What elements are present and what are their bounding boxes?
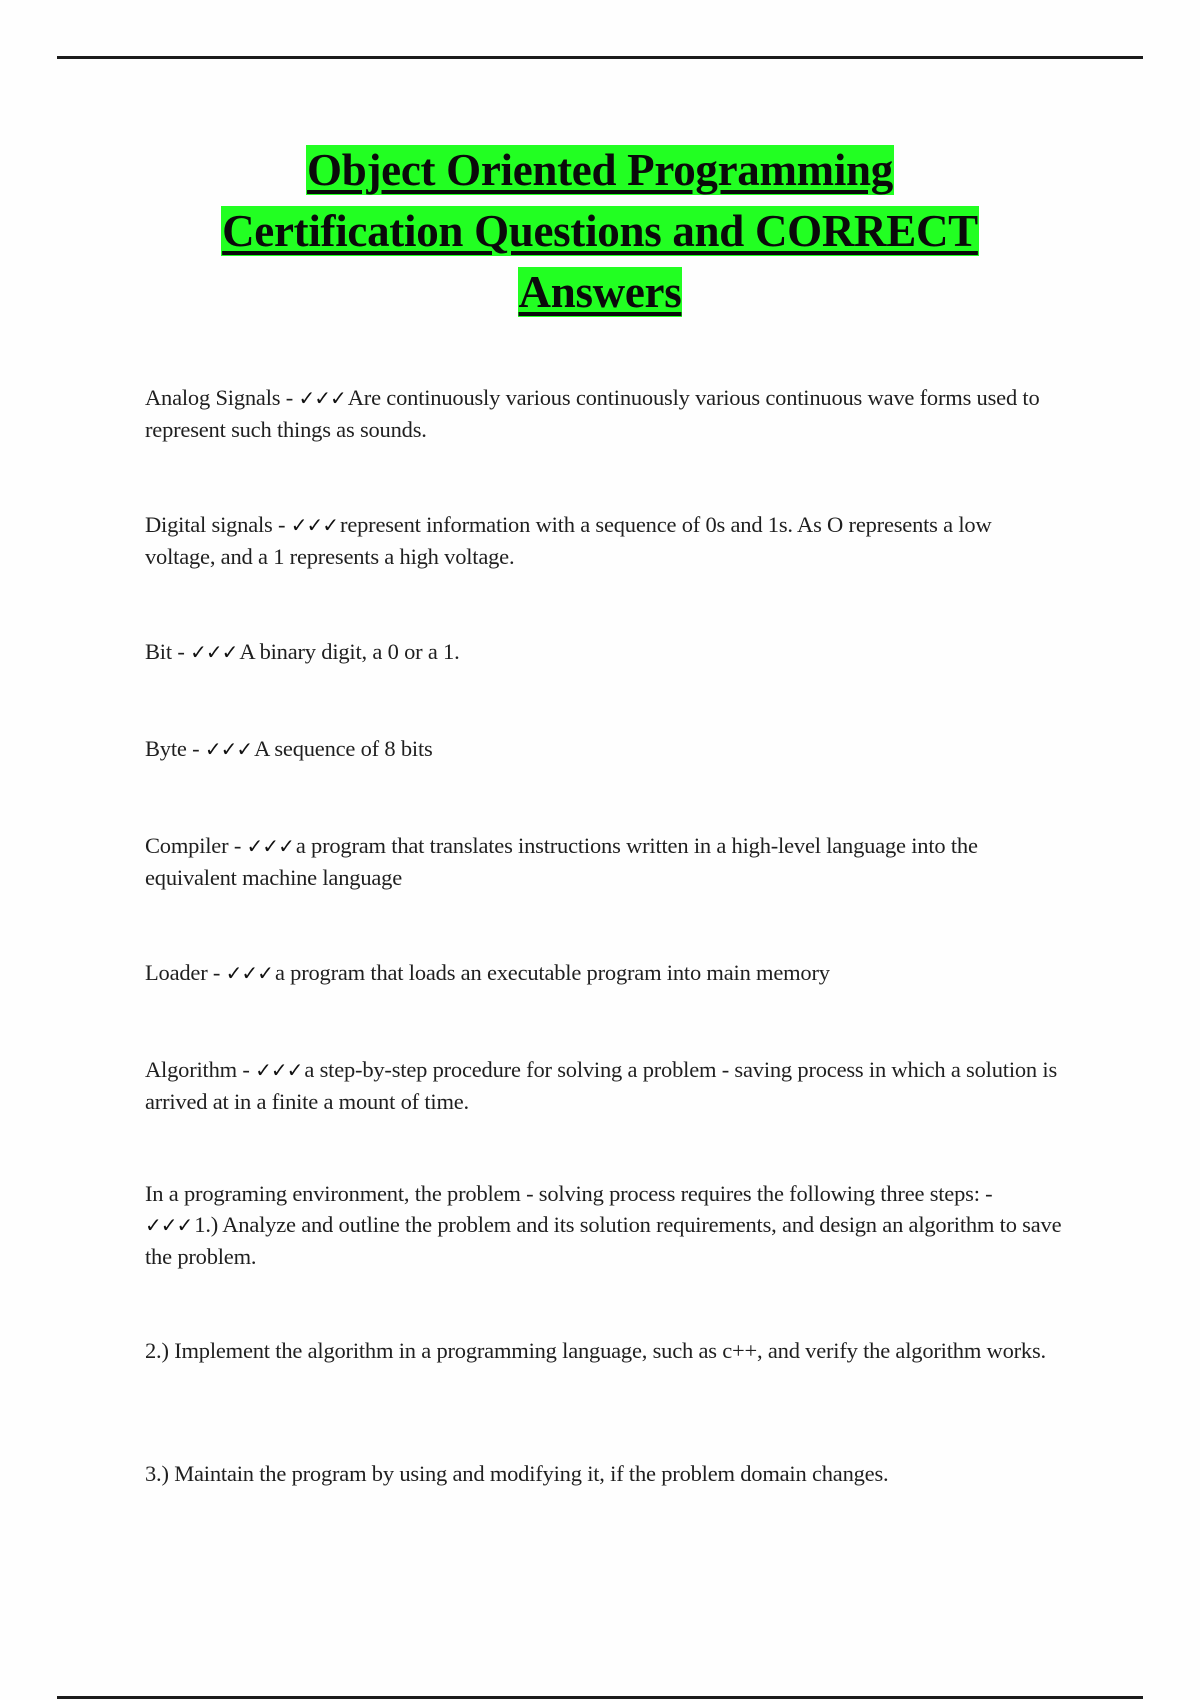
entry-answer: A binary digit, a 0 or a 1. <box>239 639 460 664</box>
entry-term: In a programing environment, the problem - solving process requires the following three steps: - <box>145 1181 993 1206</box>
entry-term: Analog Signals - <box>145 385 299 410</box>
entry-term: Bit - <box>145 639 191 664</box>
entry-answer: a program that loads an executable program into main memory <box>274 960 830 985</box>
entry-answer: represent information with a sequence of 0s and 1s. As O represents a low voltage, and a 1 represents a high voltage. <box>145 512 992 569</box>
entry-answer: Are continuously various continuously various continuous wave forms used to represent such things as sounds. <box>145 385 1040 442</box>
step-2-paragraph <box>145 1335 1065 1366</box>
entry-answer: A sequence of 8 bits <box>254 736 433 761</box>
title-line-3: Answers <box>518 267 682 317</box>
title-line-2: Certification Questions and CORRECT <box>222 206 978 256</box>
step-2-text: 2.) Implement the algorithm in a programming language, such as c++, and verify the algorithm works. <box>145 1338 1046 1363</box>
entry-answer: 1.) Analyze and outline the problem and its solution requirements, and design an algorithm to save the problem. <box>145 1212 1062 1269</box>
entry-term: Algorithm - <box>145 1057 256 1082</box>
step-3-paragraph <box>145 1458 1065 1489</box>
qa-entry-byte <box>145 733 1065 765</box>
check-marks-icon: ✓✓✓ <box>204 737 253 761</box>
qa-entry-problem-solving-steps <box>145 1178 1065 1272</box>
check-marks-icon: ✓✓✓ <box>298 386 346 410</box>
qa-entry-algorithm <box>145 1054 1065 1117</box>
entry-answer: a step-by-step procedure for solving a problem - saving process in which a solution is arrived at in a finite a mount of time. <box>145 1057 1057 1114</box>
check-marks-icon: ✓✓✓ <box>145 1213 193 1237</box>
check-marks-icon: ✓✓✓ <box>246 834 294 858</box>
check-marks-icon: ✓✓✓ <box>255 1058 303 1082</box>
bottom-divider <box>57 1696 1143 1699</box>
entry-term: Loader - <box>145 960 226 985</box>
entry-term: Digital signals - <box>145 512 291 537</box>
check-marks-icon: ✓✓✓ <box>225 961 273 985</box>
qa-entry-digital-signals <box>145 509 1065 572</box>
check-marks-icon: ✓✓✓ <box>290 513 339 537</box>
title-line-1: Object Oriented Programming <box>307 145 893 195</box>
qa-entry-compiler <box>145 830 1065 893</box>
page-title <box>0 140 1200 323</box>
entry-answer: a program that translates instructions written in a high-level language into the equivalent machine language <box>145 833 978 890</box>
entry-term: Compiler - <box>145 833 247 858</box>
entry-term: Byte - <box>145 736 205 761</box>
check-marks-icon: ✓✓✓ <box>190 640 238 664</box>
step-3-text: 3.) Maintain the program by using and modifying it, if the problem domain changes. <box>145 1461 889 1486</box>
qa-entry-bit <box>145 636 1065 668</box>
qa-entry-loader <box>145 957 1065 989</box>
qa-entry-analog-signals <box>145 382 1065 445</box>
top-divider <box>57 56 1143 59</box>
